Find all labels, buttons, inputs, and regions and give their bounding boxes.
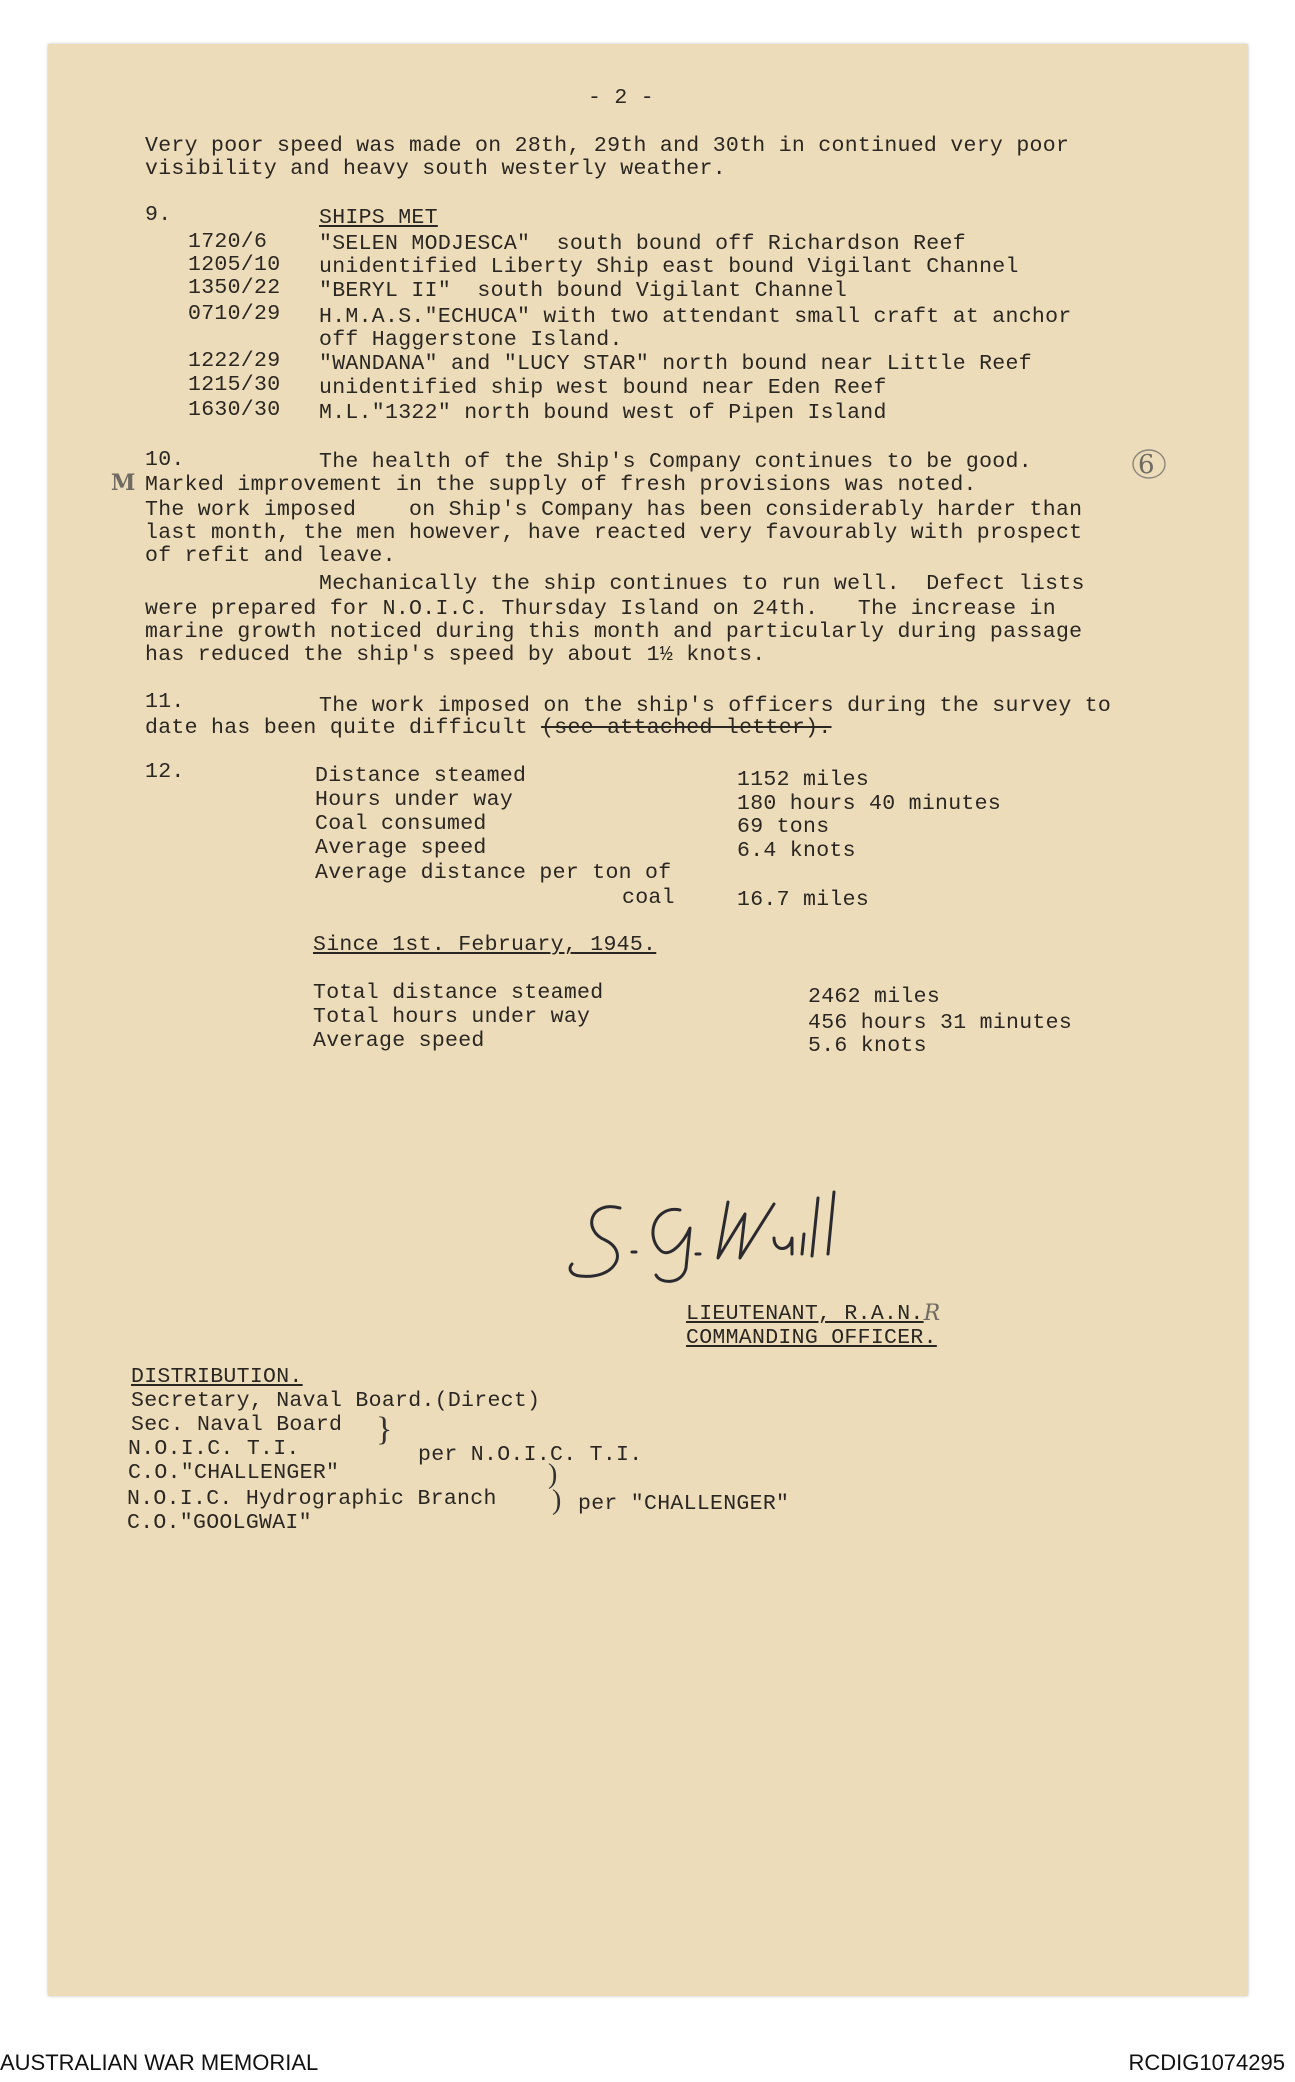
- ship-time: 1205/10: [188, 253, 281, 277]
- para-10-line: Marked improvement in the supply of fresh provisions was noted.: [145, 473, 977, 497]
- page-number: - 2 -: [588, 86, 655, 110]
- ship-time: 1720/6: [188, 230, 268, 254]
- stat-label: coal: [622, 886, 675, 910]
- distribution-per-noic: per N.O.I.C. T.I.: [418, 1443, 643, 1467]
- intro-line-1: Very poor speed was made on 28th, 29th and 30th in continued very poor: [145, 134, 1070, 158]
- distribution-heading: DISTRIBUTION.: [131, 1365, 303, 1389]
- ship-time: 1215/30: [188, 373, 281, 397]
- pencil-rank-annotation: R: [923, 1301, 941, 1326]
- para-10-line: The work imposed on Ship's Company has been considerably harder than: [145, 498, 1083, 522]
- ship-entry: "SELEN MODJESCA" south bound off Richardson Reef: [319, 232, 966, 256]
- since-label: Total distance steamed: [313, 981, 604, 1005]
- distribution-per-challenger: per "CHALLENGER": [578, 1492, 790, 1516]
- ships-met-heading: SHIPS MET: [319, 206, 438, 230]
- ship-time: 1222/29: [188, 349, 281, 373]
- stat-value: 1152 miles: [737, 768, 870, 792]
- section-11-number: 11.: [145, 690, 185, 714]
- ship-entry-continued: off Haggerstone Island.: [319, 328, 623, 352]
- stat-label: Distance steamed: [315, 764, 527, 788]
- distribution-line: C.O."CHALLENGER": [128, 1461, 340, 1485]
- stat-value: 6.4 knots: [737, 839, 856, 863]
- signature-role: COMMANDING OFFICER.: [686, 1326, 937, 1350]
- pencil-margin-mark: M: [111, 470, 136, 496]
- section-9-number: 9.: [145, 203, 172, 227]
- para-10-line: were prepared for N.O.I.C. Thursday Island on 24th. The increase in: [145, 597, 1056, 621]
- distribution-line: N.O.I.C. Hydrographic Branch: [127, 1487, 497, 1511]
- since-value: 5.6 knots: [808, 1034, 927, 1058]
- pencil-circle-icon: [1130, 446, 1168, 482]
- para-10-line: marine growth noticed during this month and particularly during passage: [145, 620, 1083, 644]
- since-label: Total hours under way: [313, 1005, 591, 1029]
- pencil-circled-number: 6: [1138, 450, 1155, 480]
- ship-entry: unidentified Liberty Ship east bound Vigilant Channel: [319, 255, 1019, 279]
- para-11-line-2: [145, 716, 832, 740]
- brace-mark: }: [376, 1411, 393, 1448]
- stat-value: 69 tons: [737, 815, 830, 839]
- distribution-line: C.O."GOOLGWAI": [127, 1511, 312, 1535]
- ship-entry: "WANDANA" and "LUCY STAR" north bound near Little Reef: [319, 352, 1032, 376]
- brace-mark: ): [548, 1459, 558, 1490]
- ship-time: 1630/30: [188, 398, 281, 422]
- since-label: Average speed: [313, 1029, 485, 1053]
- stat-label: Average speed: [315, 836, 487, 860]
- ship-entry: unidentified ship west bound near Eden Reef: [319, 376, 887, 400]
- stat-label: Coal consumed: [315, 812, 487, 836]
- stat-value: 180 hours 40 minutes: [737, 792, 1002, 816]
- since-value: 2462 miles: [808, 985, 941, 1009]
- ship-time: 1350/22: [188, 276, 281, 300]
- para-10-line: of refit and leave.: [145, 544, 396, 568]
- stat-label: Average distance per ton of: [315, 861, 672, 885]
- distribution-line: Secretary, Naval Board.(Direct): [131, 1389, 541, 1413]
- brace-mark: ): [552, 1485, 562, 1516]
- stat-value: 16.7 miles: [737, 888, 870, 912]
- stat-label: Hours under way: [315, 788, 514, 812]
- footer-archive-name: AUSTRALIAN WAR MEMORIAL: [0, 2050, 319, 2075]
- signature-rank-line: [686, 1301, 941, 1326]
- section-10-number: 10.: [145, 448, 185, 472]
- distribution-line: Sec. Naval Board: [131, 1413, 343, 1437]
- intro-line-2: visibility and heavy south westerly weather.: [145, 157, 726, 181]
- distribution-line: N.O.I.C. T.I.: [128, 1437, 300, 1461]
- struck-through-text: (see attached letter).: [541, 716, 832, 740]
- para-10-line: The health of the Ship's Company continues to be good.: [319, 450, 1032, 474]
- ship-time: 0710/29: [188, 302, 281, 326]
- para-10-line: last month, the men however, have reacted very favourably with prospect: [145, 521, 1083, 545]
- para-11-text: date has been quite difficult: [145, 716, 542, 740]
- section-12-number: 12.: [145, 760, 185, 784]
- since-heading: Since 1st. February, 1945.: [313, 933, 657, 957]
- handwritten-signature: [560, 1180, 880, 1290]
- signature-rank: LIEUTENANT, R.A.N.: [686, 1302, 924, 1326]
- ship-entry: "BERYL II" south bound Vigilant Channel: [319, 279, 848, 303]
- para-11-line-1: The work imposed on the ship's officers during the survey to: [319, 694, 1112, 718]
- para-10-line: has reduced the ship's speed by about 1½ knots.: [145, 643, 766, 667]
- since-value: 456 hours 31 minutes: [808, 1011, 1073, 1035]
- ship-entry: M.L."1322" north bound west of Pipen Island: [319, 401, 887, 425]
- ship-entry: H.M.A.S."ECHUCA" with two attendant small craft at anchor: [319, 305, 1072, 329]
- footer-item-id: RCDIG1074295: [1128, 2050, 1285, 2075]
- para-10-line: Mechanically the ship continues to run well. Defect lists: [319, 572, 1085, 596]
